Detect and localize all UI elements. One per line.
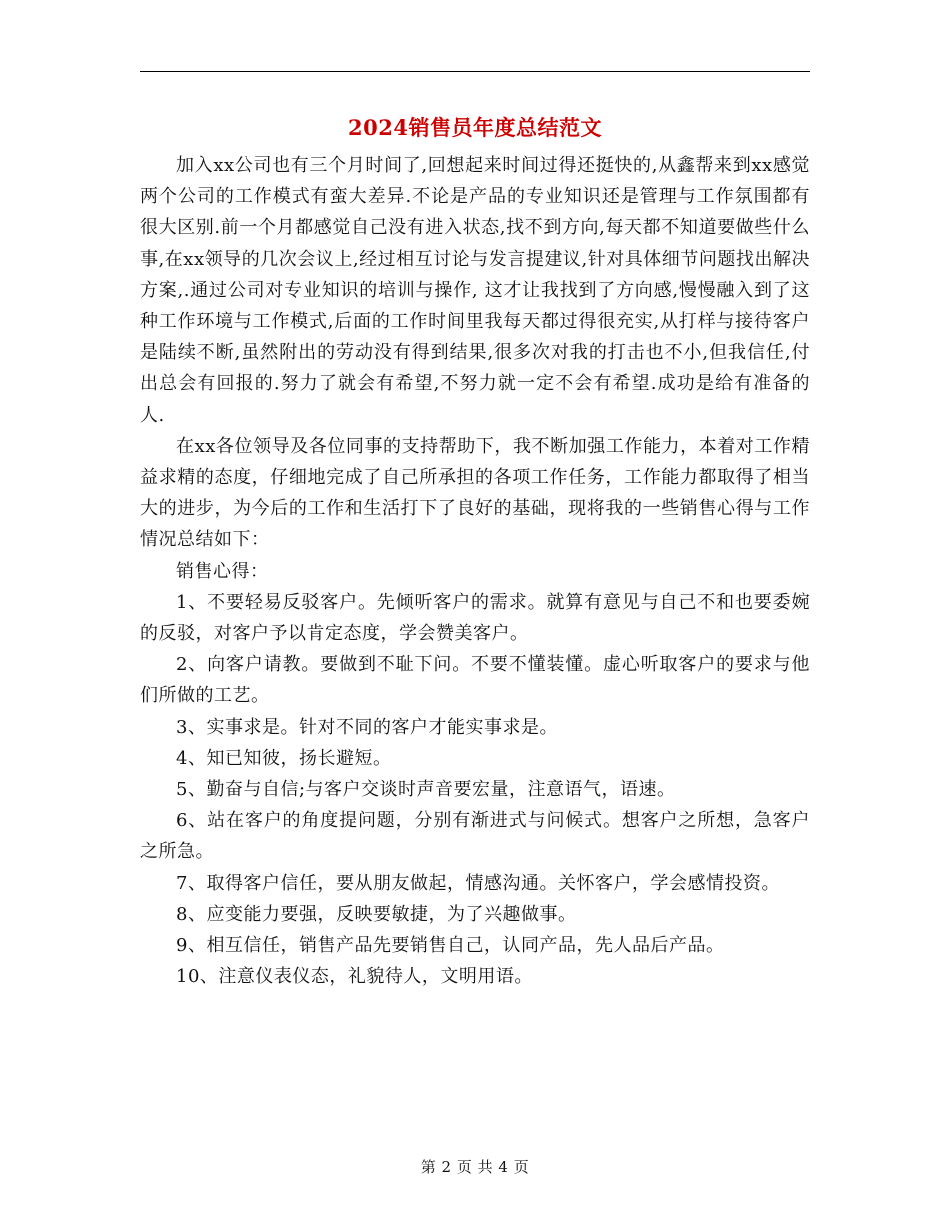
paragraph: 在xx各位领导及各位同事的支持帮助下，我不断加强工作能力，本着对工作精益求精的态度，仔细地完成了自己所承担的各项工作任务，工作能力都取得了相当大的进步，为今后的工作和生活打下了良好的基础，现将我的一些销售心得与工作情况总结如下： — [140, 435, 810, 551]
list-item: 9、相互信任，销售产品先要销售自己，认同产品，先人品后产品。 — [176, 935, 725, 957]
list-item: 10、注意仪表仪态，礼貌待人，文明用语。 — [176, 966, 533, 988]
section-heading: 销售心得： — [176, 560, 269, 582]
list-item: 1、不要轻易反驳客户。先倾听客户的需求。就算有意见与自己不和也要委婉的反驳，对客户予以肯定态度，学会赞美客户。 — [140, 591, 810, 645]
list-item: 8、应变能力要强，反映要敏捷，为了兴趣做事。 — [176, 903, 577, 925]
page-footer: 第 2 页 共 4 页 — [420, 1158, 530, 1176]
list-item: 6、站在客户的角度提问题，分别有渐进式与问候式。想客户之所想，急客户之所急。 — [140, 810, 810, 863]
document-body — [140, 150, 810, 992]
list-item: 3、实事求是。针对不同的客户才能实事求是。 — [176, 716, 558, 738]
list-item: 2、向客户请教。要做到不耻下问。不要不懂装懂。虚心听取客户的要求与他们所做的工艺。 — [140, 654, 810, 707]
paragraph: 加入xx公司也有三个月时间了,回想起来时间过得还挺快的,从鑫帮来到xx感觉两个公司的工作模式有蛮大差异.不论是产品的专业知识还是管理与工作氛围都有很大区别.前一个月都感觉自己没有进入状态,找不到方向,每天都不知道要做些什么事,在xx领导的几次会议上,经过相互讨论与发言提建议,针对具体细节问题找出解决方案,.通过公司对专业知识的培训与操作, 这才让我找到了方向感,慢慢融入到了这种工作环境与工作模式,后面的工作时间里我每天都过得很充实,从打样与接待客户是陆续不断,虽然附出的劳动没有得到结果,很多次对我的打击也不小,但我信任,付出总会有回报的.努力了就会有希望,不努力就一定不会有希望.成功是给有准备的人. — [140, 155, 810, 426]
list-item: 5、勤奋与自信;与客户交谈时声音要宏量，注意语气，语速。 — [176, 779, 676, 801]
document-title: 2024销售员年度总结范文 — [348, 115, 602, 140]
list-item: 7、取得客户信任，要从朋友做起，情感沟通。关怀客户，学会感情投资。 — [176, 872, 780, 894]
list-item: 4、知已知彼，扬长避短。 — [176, 747, 392, 769]
header-rule — [140, 71, 810, 72]
